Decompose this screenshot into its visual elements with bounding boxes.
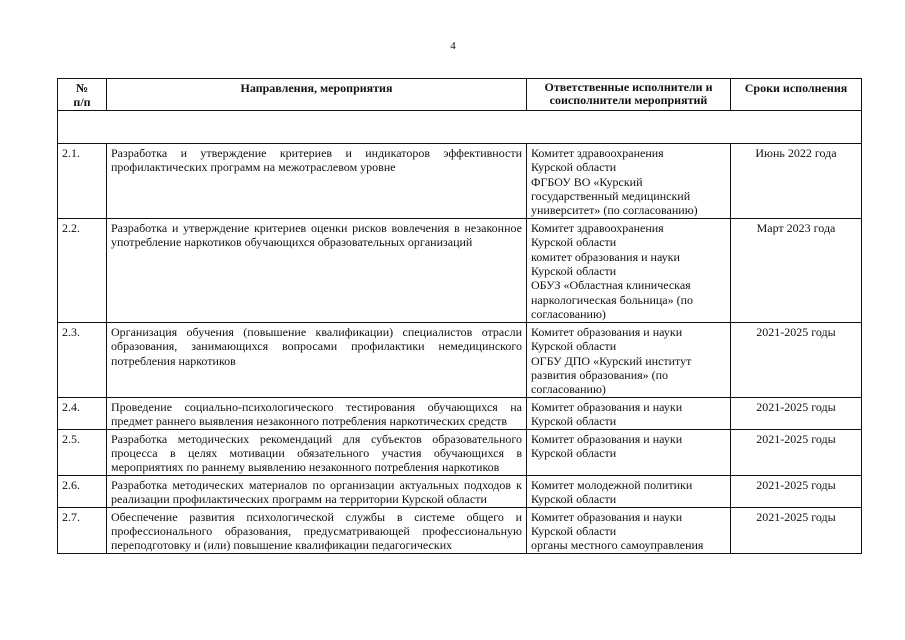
row-responsible xyxy=(527,475,731,507)
row-term: 2021-2025 годы xyxy=(731,429,862,475)
table-row xyxy=(58,429,862,475)
header-num xyxy=(58,79,107,111)
row-direction: Разработка методических рекомендаций для субъектов образовательного процесса в целях мотивации обязательного участия обучающихся в мероприятиях по раннему выявлению незаконного потребления наркотиков xyxy=(107,429,527,475)
table-row xyxy=(58,507,862,553)
row-responsible xyxy=(527,322,731,397)
row-num: 2.1. xyxy=(58,143,107,218)
row-term: 2021-2025 годы xyxy=(731,322,862,397)
row-direction: Обеспечение развития психологической службы в системе общего и профессионального образования, предусматривающей профессиональную переподготовку и (или) повышение квалификации педагогических xyxy=(107,507,527,553)
row-direction: Организация обучения (повышение квалификации) специалистов отрасли образования, занимающихся вопросами профилактики немедицинского потребления наркотиков xyxy=(107,322,527,397)
section-spacer-row xyxy=(58,110,862,143)
row-responsible-text: Комитет образования и науки Курской области ОГБУ ДПО «Курский институт развития образования» (по согласованию) xyxy=(531,324,692,397)
page-number: 4 xyxy=(450,40,456,52)
table-row xyxy=(58,397,862,429)
section-spacer-cell xyxy=(58,110,862,143)
row-num: 2.6. xyxy=(58,475,107,507)
measures-table xyxy=(57,78,862,554)
row-num: 2.3. xyxy=(58,322,107,397)
row-responsible xyxy=(527,507,731,553)
table-row xyxy=(58,475,862,507)
row-num: 2.7. xyxy=(58,507,107,553)
header-responsible: Ответственные исполнители и соисполнители мероприятий xyxy=(527,79,731,111)
row-num: 2.2. xyxy=(58,218,107,322)
row-responsible-text: Комитет здравоохранения Курской области комитет образования и науки Курской области ОБУЗ «Областная клиническая наркологическая больница» (по согласованию) xyxy=(531,220,694,322)
row-num: 2.4. xyxy=(58,397,107,429)
table-row xyxy=(58,143,862,218)
table-row xyxy=(58,218,862,322)
row-direction: Разработка и утверждение критериев оценки рисков вовлечения в незаконное употребление наркотиков обучающихся образовательных организаций xyxy=(107,218,527,322)
row-term: Июнь 2022 года xyxy=(731,143,862,218)
header-term: Сроки исполнения xyxy=(731,79,862,111)
row-responsible-text: Комитет здравоохранения Курской области ФГБОУ ВО «Курский государственный медицинский университет» (по согласованию) xyxy=(531,145,698,218)
row-responsible-text: Комитет молодежной политики Курской области xyxy=(531,477,693,507)
table-header-row xyxy=(58,79,862,111)
row-num: 2.5. xyxy=(58,429,107,475)
row-direction: Проведение социально-психологического тестирования обучающихся на предмет раннего выявления незаконного потребления наркотических средств xyxy=(107,397,527,429)
row-responsible xyxy=(527,429,731,475)
table-row xyxy=(58,322,862,397)
row-direction: Разработка методических материалов по организации актуальных подходов к реализации профилактических программ на территории Курской области xyxy=(107,475,527,507)
row-responsible xyxy=(527,397,731,429)
row-responsible-text: Комитет образования и науки Курской области органы местного самоуправления xyxy=(531,509,704,553)
row-responsible xyxy=(527,143,731,218)
row-direction: Разработка и утверждение критериев и индикаторов эффективности профилактических программ на межотраслевом уровне xyxy=(107,143,527,218)
header-direction: Направления, мероприятия xyxy=(107,79,527,111)
row-responsible-text: Комитет образования и науки Курской области xyxy=(531,431,683,460)
row-responsible xyxy=(527,218,731,322)
row-term: 2021-2025 годы xyxy=(731,397,862,429)
row-term: Март 2023 года xyxy=(731,218,862,322)
header-num-label: № п/п xyxy=(73,81,91,110)
row-term: 2021-2025 годы xyxy=(731,475,862,507)
row-responsible-text: Комитет образования и науки Курской области xyxy=(531,399,683,429)
row-term: 2021-2025 годы xyxy=(731,507,862,553)
